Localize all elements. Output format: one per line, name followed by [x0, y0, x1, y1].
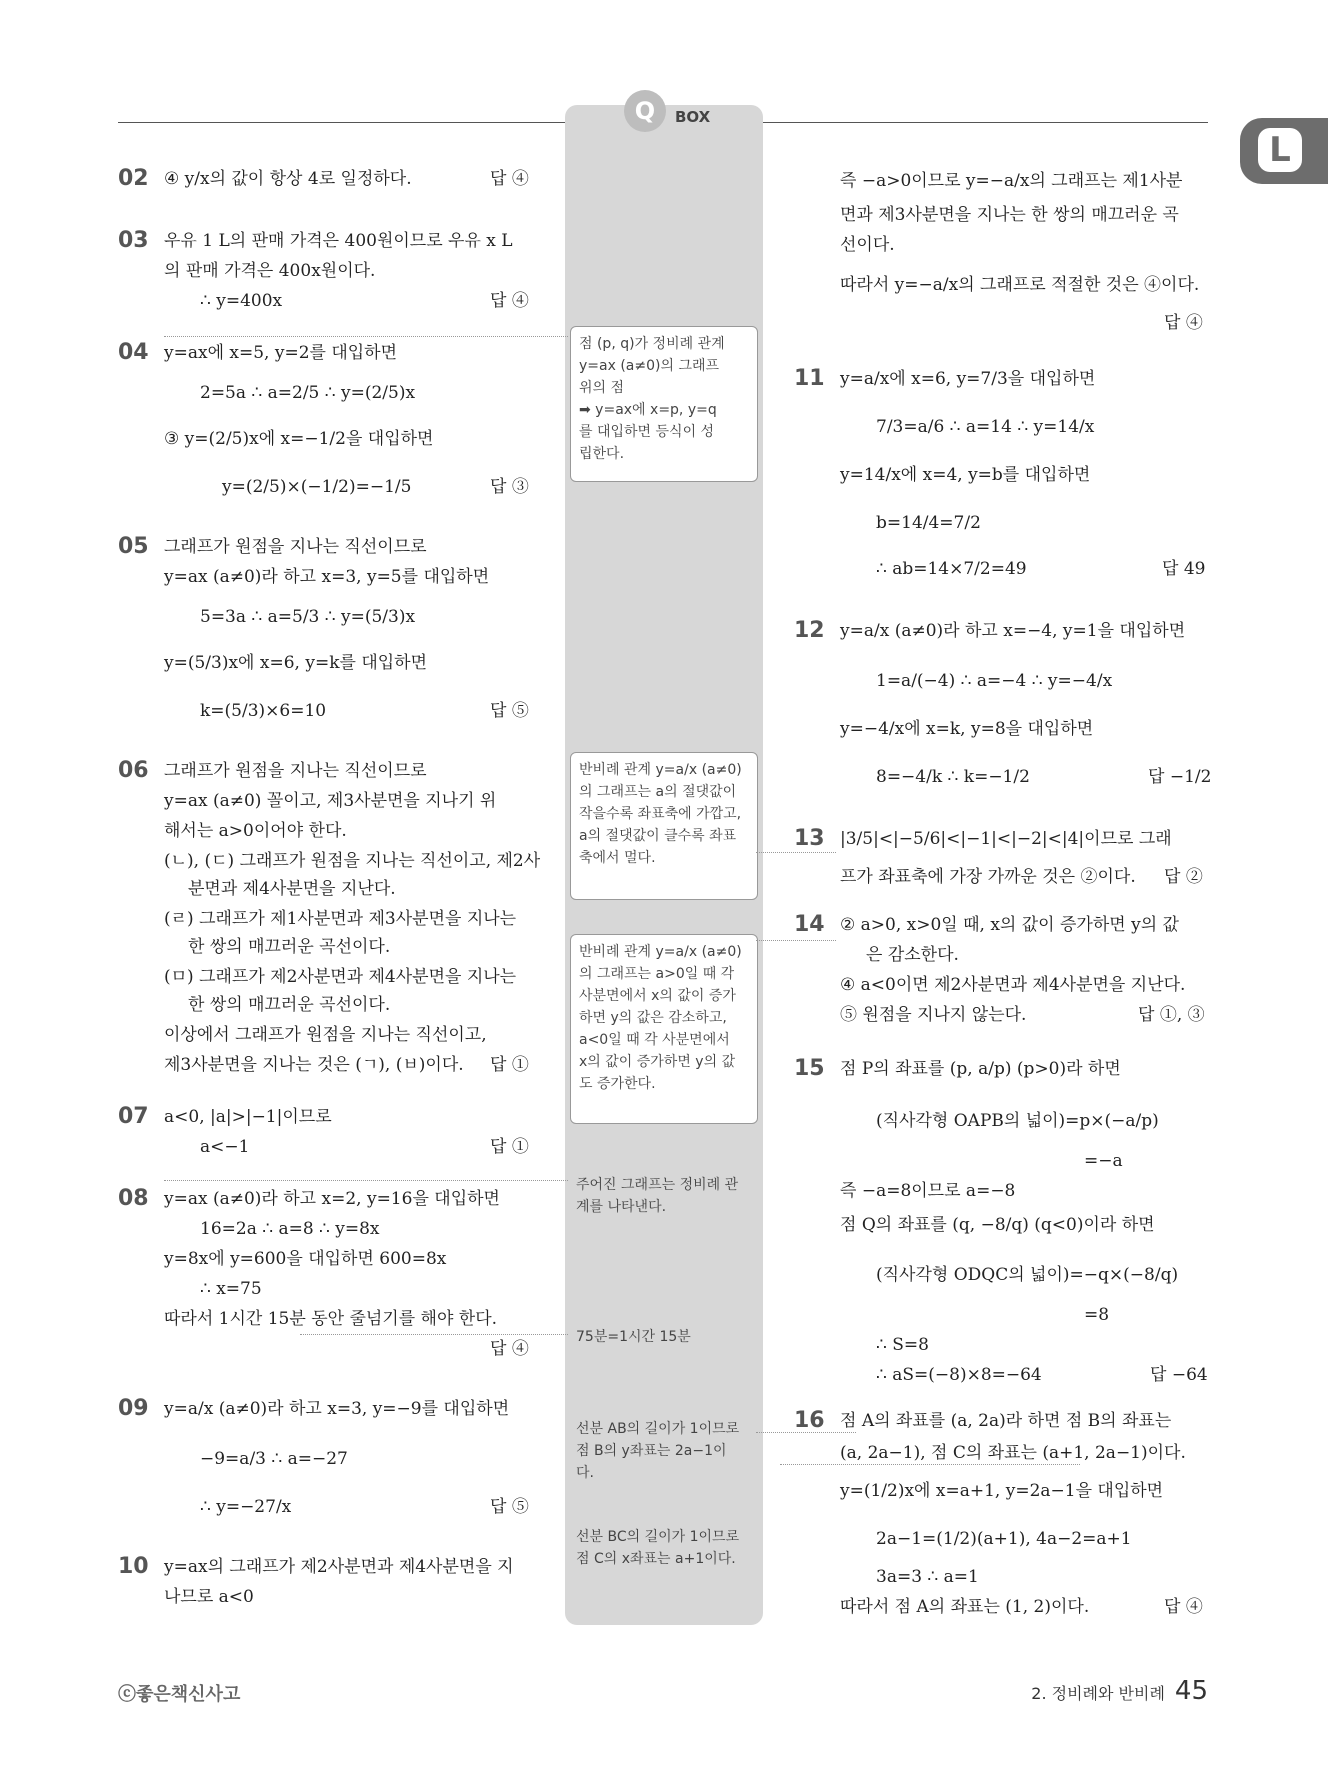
qbox-tip-line: ➡ y=ax에 x=p, y=q [579, 402, 717, 418]
qbox-tip-line: 위의 점 [579, 380, 625, 396]
problem-number: 02 [118, 166, 149, 191]
answer-mark: 답 ④ [1164, 313, 1203, 333]
solution-line: 프가 좌표축에 가장 가까운 것은 ②이다. [840, 867, 1136, 887]
solution-line: 7/3=a/6 ∴ a=14 ∴ y=14/x [876, 417, 1095, 437]
solution-line: 8=−4/k ∴ k=−1/2 [876, 767, 1030, 787]
solution-line: ∴ S=8 [876, 1335, 929, 1355]
solution-line: |3/5|<|−5/6|<|−1|<|−2|<|4|이므로 그래 [840, 829, 1172, 849]
solution-line: 이상에서 그래프가 원점을 지나는 직선이고, [164, 1025, 487, 1045]
problem-number: 05 [118, 534, 149, 559]
qbox-note [576, 1326, 756, 1348]
section-tab-letter: L [1258, 128, 1302, 172]
answer-mark: 답 ⑤ [490, 701, 529, 721]
solution-line: ② a>0, x>0일 때, x의 값이 증가하면 y의 값 [840, 915, 1179, 935]
qbox-tip-line: a의 절댓값이 클수록 좌표 [579, 828, 737, 844]
solution-line: (직사각형 ODQC의 넓이)=−q×(−8/q) [876, 1265, 1179, 1285]
solution-line: a<−1 [200, 1137, 250, 1157]
leader-line [756, 1432, 856, 1433]
solution-line: y=(5/3)x에 x=6, y=k를 대입하면 [164, 653, 428, 673]
solution-line: −9=a/3 ∴ a=−27 [200, 1449, 348, 1469]
problem-number: 14 [794, 912, 825, 937]
solution-line: 1=a/(−4) ∴ a=−4 ∴ y=−4/x [876, 671, 1113, 691]
solution-line: y=−4/x에 x=k, y=8을 대입하면 [840, 719, 1094, 739]
answer-mark: 답 ① [490, 1137, 529, 1157]
solution-line: y=8x에 y=600을 대입하면 600=8x [164, 1249, 447, 1269]
solution-line: y=ax (a≠0)라 하고 x=3, y=5를 대입하면 [164, 567, 490, 587]
leader-line [164, 336, 568, 337]
solution-line: 즉 −a=8이므로 a=−8 [840, 1181, 1016, 1201]
chapter-title: 2. 정비례와 반비례 [1031, 1684, 1165, 1703]
problem-number: 09 [118, 1396, 149, 1421]
solution-line: 그래프가 원점을 지나는 직선이므로 [164, 537, 427, 557]
solution-line: 점 A의 좌표를 (a, 2a)라 하면 점 B의 좌표는 [840, 1411, 1172, 1431]
qbox-note [576, 1526, 756, 1570]
answer-mark: 답 49 [1162, 559, 1206, 579]
solution-line: b=14/4=7/2 [876, 513, 981, 533]
solution-line: a<0, |a|>|−1|이므로 [164, 1107, 332, 1127]
problem-number: 04 [118, 340, 149, 365]
answer-mark: 답 ④ [1164, 1597, 1203, 1617]
qbox-note-line: 선분 AB의 길이가 1이므로 [576, 1421, 740, 1437]
solution-line: 3a=3 ∴ a=1 [876, 1567, 979, 1587]
answer-mark: 답 ④ [490, 291, 529, 311]
solution-line: ∴ ab=14×7/2=49 [876, 559, 1027, 579]
solution-line: ③ y=(2/5)x에 x=−1/2을 대입하면 [164, 429, 434, 449]
qbox-tip-line: y=ax (a≠0)의 그래프 [579, 358, 720, 374]
qbox-logo: Q [624, 90, 666, 132]
solution-line: 의 판매 가격은 400x원이다. [164, 261, 376, 281]
qbox-tip-line: 의 그래프는 a>0일 때 각 [579, 966, 735, 982]
solution-line: y=ax의 그래프가 제2사분면과 제4사분면을 지 [164, 1557, 514, 1577]
solution-line: y=a/x (a≠0)라 하고 x=3, y=−9를 대입하면 [164, 1399, 510, 1419]
qbox-note-line: 점 B의 y좌표는 2a−1이 [576, 1443, 727, 1459]
solution-line: 한 쌍의 매끄러운 곡선이다. [188, 995, 391, 1015]
solution-line: 5=3a ∴ a=5/3 ∴ y=(5/3)x [200, 607, 416, 627]
solution-line: y=a/x (a≠0)라 하고 x=−4, y=1을 대입하면 [840, 621, 1186, 641]
solution-line: 해서는 a>0이어야 한다. [164, 821, 347, 841]
page-footer [1031, 1676, 1208, 1706]
solution-line: (ㄹ) 그래프가 제1사분면과 제3사분면을 지나는 [164, 909, 517, 929]
leader-line [300, 1334, 568, 1335]
solution-line: ④ a<0이면 제2사분면과 제4사분면을 지난다. [840, 975, 1186, 995]
qbox-tip-line: 반비례 관계 y=a/x (a≠0) [579, 944, 742, 960]
solution-line: 2a−1=(1/2)(a+1), 4a−2=a+1 [876, 1529, 1132, 1549]
qbox-note-line: 계를 나타낸다. [576, 1199, 667, 1215]
qbox-tip-line: 축에서 멀다. [579, 850, 656, 866]
qbox-tip-line: 작을수록 좌표축에 가깝고, [579, 806, 742, 822]
solution-line: 16=2a ∴ a=8 ∴ y=8x [200, 1219, 380, 1239]
leader-line [164, 1180, 568, 1181]
solution-line: (직사각형 OAPB의 넓이)=p×(−a/p) [876, 1111, 1159, 1131]
problem-number: 16 [794, 1408, 825, 1433]
qbox-tip-line: 반비례 관계 y=a/x (a≠0) [579, 762, 742, 778]
qbox-tip-line: 하면 y의 값은 감소하고, [579, 1010, 727, 1026]
answer-mark: 답 ② [1164, 867, 1203, 887]
solution-line: =8 [1084, 1305, 1110, 1325]
solution-line: ∴ x=75 [200, 1279, 262, 1299]
solution-line: 즉 −a>0이므로 y=−a/x의 그래프는 제1사분 [840, 171, 1183, 191]
problem-number: 03 [118, 228, 149, 253]
solution-line: 점 P의 좌표를 (p, a/p) (p>0)라 하면 [840, 1059, 1121, 1079]
qbox-tip-line: 도 증가한다. [579, 1076, 656, 1092]
solution-line: k=(5/3)×6=10 [200, 701, 327, 721]
solution-line: =−a [1084, 1151, 1123, 1171]
solution-line: ④ y/x의 값이 항상 4로 일정하다. [164, 169, 412, 189]
solution-line: 면과 제3사분면을 지나는 한 쌍의 매끄러운 곡 [840, 205, 1179, 225]
solution-line: ∴ y=−27/x [200, 1497, 292, 1517]
qbox-tip-line: x의 값이 증가하면 y의 값 [579, 1054, 736, 1070]
answer-mark: 답 ④ [490, 1339, 529, 1359]
solution-line: y=ax (a≠0)라 하고 x=2, y=16을 대입하면 [164, 1189, 500, 1209]
answer-mark: 답 ① [490, 1055, 529, 1075]
qbox-tip-line: a<0일 때 각 사분면에서 [579, 1032, 730, 1048]
leader-line [780, 1464, 1080, 1465]
qbox-note-line: 선분 BC의 길이가 1이므로 [576, 1529, 740, 1545]
qbox-note [576, 1174, 756, 1218]
solution-line: y=14/x에 x=4, y=b를 대입하면 [840, 465, 1091, 485]
solution-line: 제3사분면을 지나는 것은 (ㄱ), (ㅂ)이다. [164, 1055, 464, 1075]
answer-mark: 답 −1/2 [1148, 767, 1212, 787]
section-tab [1240, 118, 1328, 184]
solution-line: y=ax에 x=5, y=2를 대입하면 [164, 343, 398, 363]
qbox-note-line: 75분=1시간 15분 [576, 1329, 691, 1345]
qbox-tip [570, 934, 758, 1124]
qbox-label: BOX [675, 108, 711, 126]
solution-line: 분면과 제4사분면을 지난다. [188, 879, 396, 899]
qbox-tip-line: 를 대입하면 등식이 성 [579, 424, 715, 440]
leader-line [756, 852, 836, 853]
qbox-tip [570, 326, 758, 482]
solution-line: 따라서 y=−a/x의 그래프로 적절한 것은 ④이다. [840, 275, 1200, 295]
qbox-tip [570, 752, 758, 900]
solution-line: (a, 2a−1), 점 C의 좌표는 (a+1, 2a−1)이다. [840, 1443, 1186, 1463]
solution-line: 은 감소한다. [866, 945, 959, 965]
solution-line: y=ax (a≠0) 꼴이고, 제3사분면을 지나기 위 [164, 791, 497, 811]
problem-number: 06 [118, 758, 149, 783]
answer-mark: 답 −64 [1150, 1365, 1208, 1385]
solution-line: 그래프가 원점을 지나는 직선이므로 [164, 761, 427, 781]
problem-number: 15 [794, 1056, 825, 1081]
solution-line: 나므로 a<0 [164, 1587, 254, 1607]
page-number: 45 [1174, 1676, 1208, 1706]
solution-line: (ㅁ) 그래프가 제2사분면과 제4사분면을 지나는 [164, 967, 517, 987]
solution-line: y=a/x에 x=6, y=7/3을 대입하면 [840, 369, 1096, 389]
solution-line: ∴ aS=(−8)×8=−64 [876, 1365, 1042, 1385]
solution-line: y=(2/5)×(−1/2)=−1/5 [222, 477, 412, 497]
answer-mark: 답 ⑤ [490, 1497, 529, 1517]
qbox-note-line: 다. [576, 1465, 594, 1481]
solution-line: 선이다. [840, 235, 895, 255]
leader-line [756, 940, 836, 941]
publisher: ⓒ좋은책신사고 [118, 1684, 241, 1705]
solution-line: ∴ y=400x [200, 291, 283, 311]
problem-number: 07 [118, 1104, 149, 1129]
solution-line: 점 Q의 좌표를 (q, −8/q) (q<0)이라 하면 [840, 1215, 1155, 1235]
solution-line: (ㄴ), (ㄷ) 그래프가 원점을 지나는 직선이고, 제2사 [164, 851, 541, 871]
solution-line: 우유 1 L의 판매 가격은 400원이므로 우유 x L [164, 231, 513, 251]
qbox-note-line: 점 C의 x좌표는 a+1이다. [576, 1551, 736, 1567]
solution-line: 따라서 1시간 15분 동안 줄넘기를 해야 한다. [164, 1309, 498, 1329]
qbox-tip-line: 점 (p, q)가 정비례 관계 [579, 336, 725, 352]
problem-number: 13 [794, 826, 825, 851]
problem-number: 10 [118, 1554, 149, 1579]
problem-number: 11 [794, 366, 825, 391]
answer-mark: 답 ④ [490, 169, 529, 189]
solution-line: y=(1/2)x에 x=a+1, y=2a−1을 대입하면 [840, 1481, 1164, 1501]
qbox-tip-line: 립한다. [579, 446, 625, 462]
qbox-note [576, 1418, 756, 1484]
answer-mark: 답 ①, ③ [1138, 1005, 1205, 1025]
qbox-tip-line: 의 그래프는 a의 절댓값이 [579, 784, 737, 800]
answer-mark: 답 ③ [490, 477, 529, 497]
qbox-tip-line: 사분면에서 x의 값이 증가 [579, 988, 736, 1004]
problem-number: 12 [794, 618, 825, 643]
solution-line: 2=5a ∴ a=2/5 ∴ y=(2/5)x [200, 383, 416, 403]
solution-line: 따라서 점 A의 좌표는 (1, 2)이다. [840, 1597, 1090, 1617]
problem-number: 08 [118, 1186, 149, 1211]
solution-line: 한 쌍의 매끄러운 곡선이다. [188, 937, 391, 957]
qbox-note-line: 주어진 그래프는 정비례 관 [576, 1177, 739, 1193]
solution-line: ⑤ 원점을 지나지 않는다. [840, 1005, 1027, 1025]
